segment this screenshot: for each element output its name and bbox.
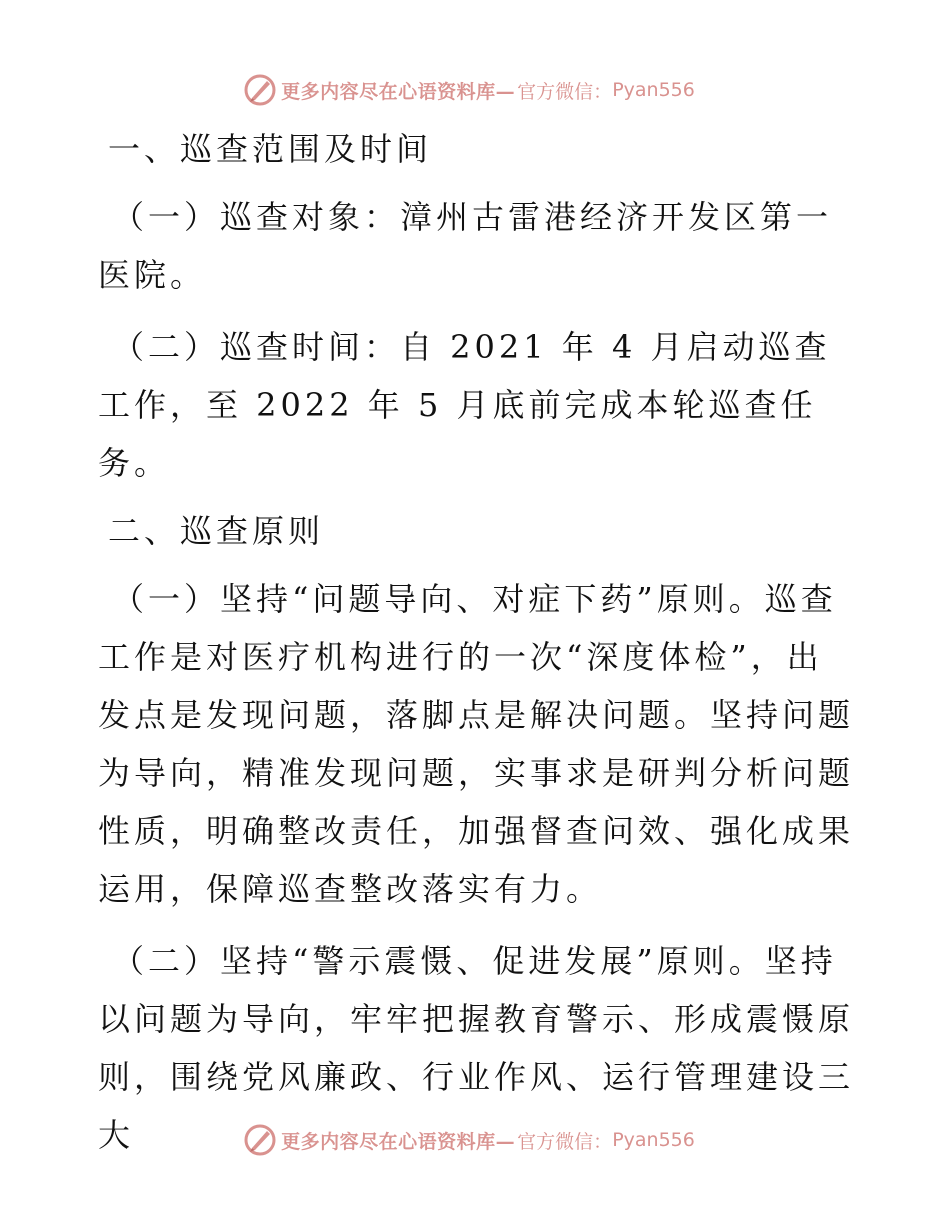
watermark-wechat-id: Pyan556 bbox=[612, 1129, 695, 1151]
watermark-wechat-id: Pyan556 bbox=[612, 79, 695, 101]
watermark-wechat-label: 官方微信： bbox=[517, 80, 613, 103]
section2-item2: （二）坚持“警示震慑、促进发展”原则。坚持以问题为导向，牢牢把握教育警示、形成震慑原则，围绕党风廉政、行业作风、运行管理建设三大 bbox=[98, 942, 855, 1154]
watermark-wechat-label: 官方微信： bbox=[517, 1130, 613, 1153]
header-watermark bbox=[0, 70, 950, 110]
document-body bbox=[98, 124, 858, 1178]
section2-item1: （一）坚持“问题导向、对症下药”原则。巡查工作是对医疗机构进行的一次“深度体检”，出发点是发现问题，落脚点是解决问题。坚持问题为导向，精准发现问题，实事求是研判分析问题性质，明确整改责任，加强督查问效、强化成果运用，保障巡查整改落实有力。 bbox=[98, 580, 855, 908]
section1-item2: （二）巡查时间：自 2021 年 4 月启动巡查工作，至 2022 年 5 月底前完成本轮巡查任务。 bbox=[98, 328, 831, 482]
quill-pen-logo-icon bbox=[243, 1123, 277, 1157]
footer-watermark bbox=[0, 1120, 950, 1160]
section1-heading: 一、巡查范围及时间 bbox=[108, 130, 433, 168]
section2-heading: 二、巡查原则 bbox=[108, 512, 325, 550]
watermark-text: 更多内容尽在心语资料库— bbox=[281, 1130, 516, 1153]
quill-pen-logo-icon bbox=[243, 73, 277, 107]
section1-item1: （一）巡查对象：漳州古雷港经济开发区第一医院。 bbox=[98, 198, 833, 294]
watermark-text: 更多内容尽在心语资料库— bbox=[281, 80, 516, 103]
